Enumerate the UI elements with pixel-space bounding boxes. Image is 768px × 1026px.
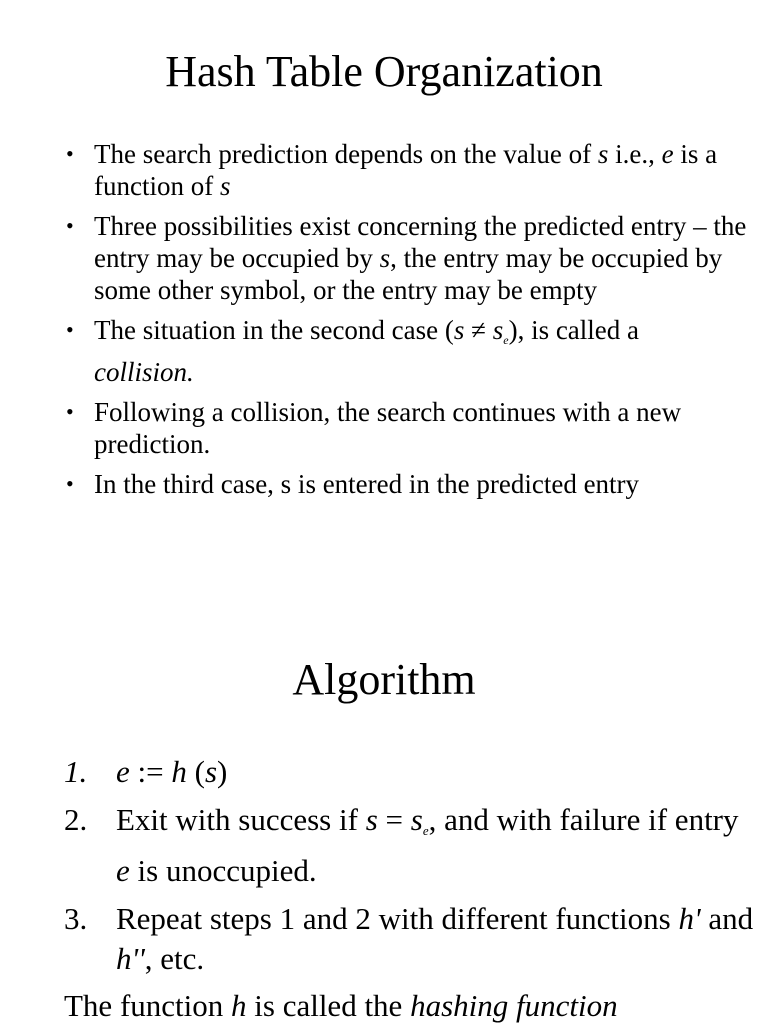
bullet-item: • The search prediction depends on the value of s i.e., e is a function of s — [60, 138, 750, 202]
step-item: 3. Repeat steps 1 and 2 with different functions h' and h'', etc. — [64, 901, 754, 976]
step-item: 2. Exit with success if $s = s_e$, and with failure if entry e is unoccupied. — [64, 802, 739, 888]
bullet-item: • In the third case, s is entered in the predicted entry — [60, 468, 750, 500]
algorithm-steps — [64, 752, 754, 987]
step-item: 1. e := h (s) — [64, 754, 228, 789]
slide-title: Hash Table Organization — [165, 47, 603, 96]
footer-text: The function h is called the hashing function — [64, 988, 618, 1023]
bullet-item: • The situation in the second case $(s \ne s_e)$, is called a collision. — [60, 314, 750, 388]
bullet-list — [60, 138, 750, 508]
bullet-item: • Three possibilities exist concerning the predicted entry – the entry may be occupied by s, the entry may be occupied by some other symbol, or the entry may be empty — [60, 210, 750, 306]
section-title: Algorithm — [292, 655, 476, 704]
bullet-item: • Following a collision, the search continues with a new prediction. — [60, 396, 750, 460]
